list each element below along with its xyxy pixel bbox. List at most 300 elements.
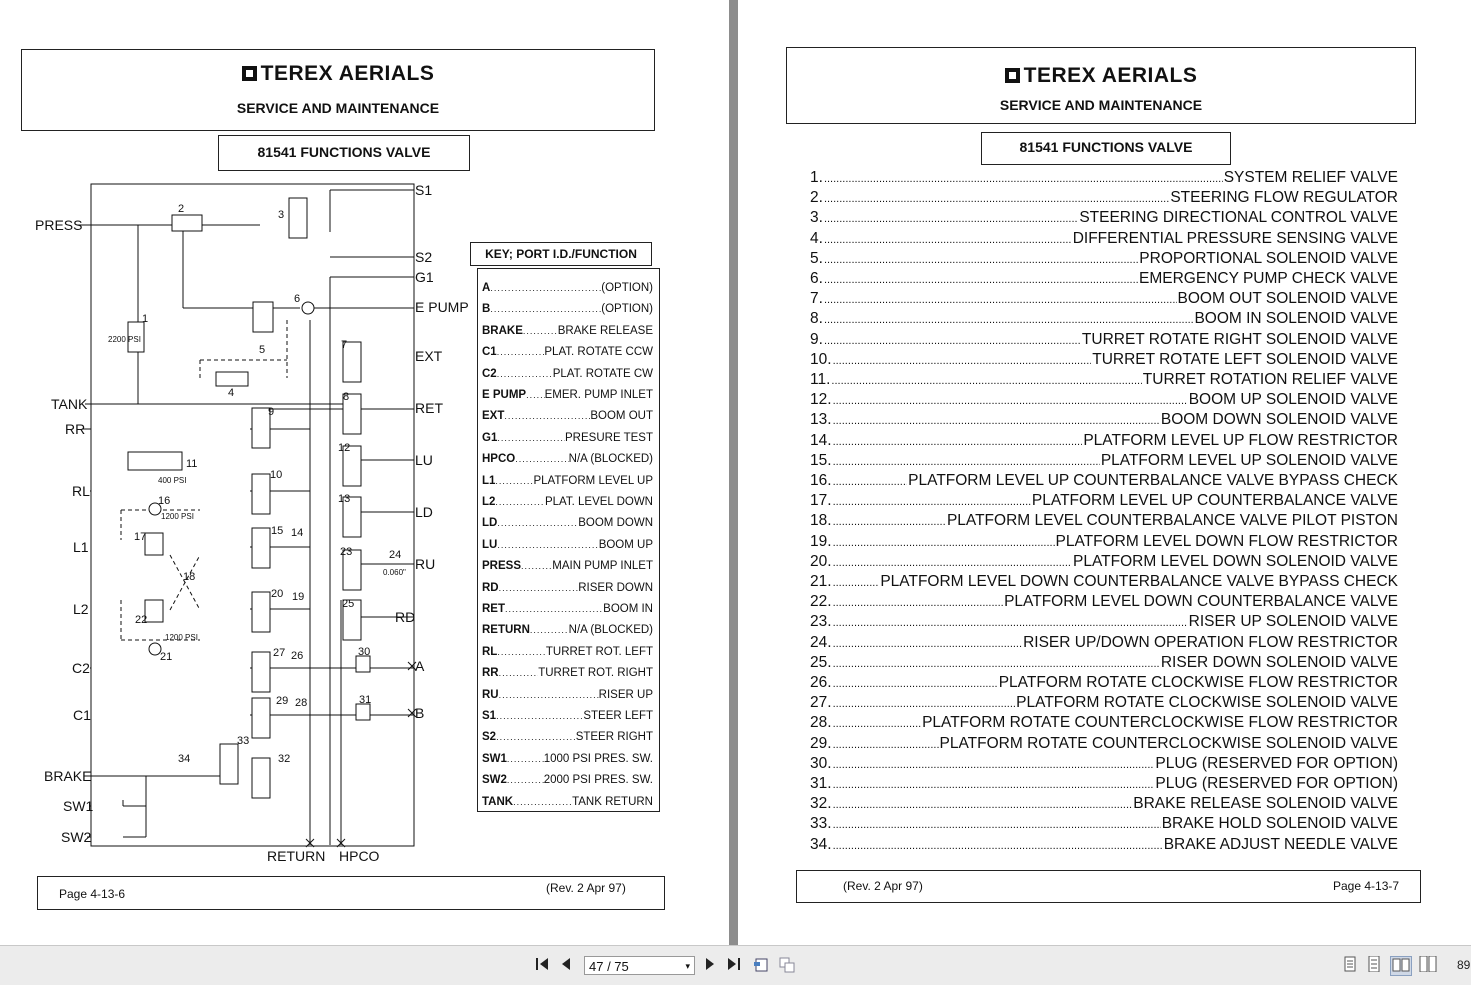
component-number: 1	[142, 313, 149, 325]
key-row	[482, 475, 653, 487]
key-leader-dots	[499, 690, 599, 700]
legend-number: 2.	[810, 189, 823, 207]
legend-leader-dots	[824, 173, 1223, 185]
component-number: 21	[160, 651, 173, 663]
legend-label: BRAKE HOLD SOLENOID VALVE	[1161, 815, 1398, 833]
legend-number: 10.	[810, 350, 832, 368]
component-number: 22	[135, 614, 148, 626]
footer-revision: (Rev. 2 Apr 97)	[546, 881, 626, 895]
footer-page-number: Page 4-13-7	[1333, 879, 1400, 893]
legend-number: 9.	[810, 330, 823, 348]
key-function: (OPTION)	[601, 282, 653, 294]
key-port: SW1	[482, 752, 507, 765]
key-leader-dots	[526, 390, 544, 400]
key-row	[482, 774, 653, 786]
legend-number: 6.	[810, 270, 823, 287]
legend-item	[810, 836, 1398, 856]
legend-item	[810, 512, 1398, 532]
legend-number: 29.	[810, 734, 832, 752]
pressure-note: 2200 PSI	[108, 335, 141, 344]
valve-body	[252, 474, 270, 514]
legend-leader-dots	[833, 496, 1031, 508]
legend-leader-dots	[833, 617, 1188, 629]
legend-number: 31.	[810, 775, 832, 792]
legend-leader-dots	[824, 234, 1072, 246]
key-leader-dots	[495, 476, 533, 486]
legend-number: 28.	[810, 714, 832, 732]
valve-body	[145, 600, 163, 622]
legend-item	[810, 391, 1398, 411]
key-port: S2	[482, 731, 497, 744]
key-row	[482, 710, 653, 722]
legend-label: BOOM DOWN SOLENOID VALVE	[1160, 411, 1398, 429]
port-label-right: RU	[415, 556, 436, 572]
port-label-left: TANK	[51, 396, 88, 412]
key-row	[482, 282, 653, 294]
legend-item	[810, 795, 1398, 815]
legend-label: PLATFORM LEVEL UP COUNTERBALANCE VALVE	[1031, 492, 1398, 510]
key-function: PRESURE TEST	[565, 431, 653, 444]
key-port: HPCO	[482, 453, 516, 466]
key-port: C1	[482, 346, 497, 359]
component-number: 31	[359, 694, 372, 706]
legend-label: BOOM IN SOLENOID VALVE	[1194, 310, 1398, 328]
terex-logo-icon	[1005, 68, 1020, 83]
key-leader-dots	[497, 369, 553, 379]
legend-label: STEERING FLOW REGULATOR	[1170, 189, 1398, 207]
port-label-left: SW1	[63, 798, 94, 814]
key-leader-dots	[497, 647, 546, 657]
component-number: 18	[183, 571, 196, 583]
port-label-bottom: HPCO	[339, 848, 380, 864]
component-number: 4	[228, 387, 235, 399]
legend-leader-dots	[833, 678, 998, 690]
legend-item	[810, 250, 1398, 270]
viewer-toolbar	[0, 945, 1471, 985]
component-number: 27	[273, 647, 286, 659]
legend-number: 32.	[810, 795, 832, 813]
key-leader-dots	[513, 797, 572, 807]
component-number: 30	[358, 646, 371, 658]
legend-item	[810, 553, 1398, 573]
header-subtitle: SERVICE AND MAINTENANCE	[999, 97, 1203, 113]
legend-label: TURRET ROTATE LEFT SOLENOID VALVE	[1092, 350, 1398, 368]
legend-leader-dots	[833, 799, 1133, 811]
port-label-right: A	[415, 658, 425, 674]
legend-label: PLATFORM LEVEL UP SOLENOID VALVE	[1100, 451, 1398, 469]
key-leader-dots	[490, 283, 601, 293]
port-label-left: C2	[72, 660, 90, 676]
legend-item	[810, 533, 1398, 553]
port-label-right: LD	[415, 504, 433, 520]
legend-item	[810, 209, 1398, 229]
first-page-button[interactable]	[533, 956, 551, 976]
valve-body	[128, 452, 182, 470]
legend-label: PLATFORM ROTATE CLOCKWISE FLOW RESTRICTOR	[998, 674, 1398, 691]
key-leader-dots	[496, 732, 576, 742]
continuous-view-button[interactable]	[1366, 956, 1382, 976]
component-number: 24	[389, 549, 402, 561]
valve-body	[289, 198, 307, 238]
single-page-icon	[1343, 956, 1357, 972]
thumbnail-icon	[778, 956, 796, 974]
legend-label: TURRET ROTATE RIGHT SOLENOID VALVE	[1081, 330, 1398, 348]
legend-number: 26.	[810, 674, 832, 691]
legend-label: PLATFORM LEVEL UP FLOW RESTRICTOR	[1083, 431, 1398, 449]
key-port: L2	[482, 496, 496, 508]
component-number: 28	[295, 697, 308, 709]
legend-item	[810, 411, 1398, 431]
key-function: N/A (BLOCKED)	[568, 624, 653, 637]
key-leader-dots	[515, 454, 568, 464]
port-label-right: S2	[415, 249, 433, 265]
port-label-left: L1	[73, 539, 89, 555]
pressure-note: 1200 PSI	[161, 512, 194, 521]
legend-leader-dots	[833, 415, 1160, 427]
brand-title	[787, 64, 1415, 88]
legend-number: 19.	[810, 532, 832, 550]
bookmark-icon	[752, 956, 770, 974]
legend-label: PLATFORM LEVEL UP COUNTERBALANCE VALVE BYPASS CHECK	[908, 472, 1398, 489]
legend-item	[810, 310, 1398, 330]
legend-label: BOOM OUT SOLENOID VALVE	[1177, 290, 1398, 308]
component-number: 23	[340, 546, 353, 558]
port-label-left: SW2	[61, 829, 92, 845]
legend-item	[810, 371, 1398, 391]
last-page-button[interactable]	[725, 956, 743, 976]
legend-label: PLATFORM ROTATE CLOCKWISE SOLENOID VALVE	[1016, 694, 1398, 712]
key-function: PLATFORM LEVEL UP	[533, 474, 653, 487]
two-page-continuous-button[interactable]	[1419, 956, 1437, 976]
next-page-button[interactable]	[702, 956, 718, 976]
key-row	[482, 624, 653, 636]
component-number: 10	[270, 469, 283, 481]
legend-item	[810, 573, 1398, 593]
legend-item	[810, 714, 1398, 734]
key-function: EMER. PUMP INLET	[544, 389, 653, 401]
key-row	[482, 389, 653, 401]
key-row	[482, 368, 653, 380]
key-function: BRAKE RELEASE	[557, 324, 653, 337]
key-function: TURRET ROT. LEFT	[545, 645, 653, 658]
component-number: 9	[268, 406, 275, 418]
valve-body	[252, 592, 270, 632]
legend-number: 13.	[810, 411, 832, 429]
legend-label: PLUG (RESERVED FOR OPTION)	[1155, 754, 1398, 772]
component-number: 19	[292, 591, 305, 603]
key-function: BOOM OUT	[590, 410, 653, 423]
legend-leader-dots	[824, 193, 1169, 205]
legend-leader-dots	[824, 254, 1138, 266]
legend-item	[810, 694, 1398, 714]
page-title: 81541 FUNCTIONS VALVE	[981, 132, 1231, 165]
legend-item	[810, 613, 1398, 633]
key-port: LU	[482, 538, 498, 551]
component-number: 34	[178, 753, 191, 765]
key-row	[482, 646, 653, 658]
legend-label: BRAKE ADJUST NEEDLE VALVE	[1163, 835, 1398, 853]
legend-item	[810, 351, 1398, 371]
key-row	[482, 731, 653, 743]
legend-label: RISER DOWN SOLENOID VALVE	[1160, 653, 1398, 671]
legend-item	[810, 452, 1398, 472]
footer-revision: (Rev. 2 Apr 97)	[843, 879, 923, 893]
legend-number: 18.	[810, 512, 832, 530]
legend-item	[810, 270, 1398, 290]
legend-item	[810, 492, 1398, 512]
valve-body	[253, 302, 273, 332]
key-leader-dots	[523, 326, 558, 336]
key-leader-dots	[507, 775, 544, 785]
key-leader-dots	[490, 304, 601, 314]
key-row	[482, 753, 653, 765]
pressure-note: 400 PSI	[158, 476, 187, 485]
legend-label: PLATFORM LEVEL DOWN FLOW RESTRICTOR	[1055, 532, 1398, 550]
legend-number: 12.	[810, 391, 832, 409]
component-number: 26	[291, 650, 304, 662]
last-page-icon	[726, 956, 742, 972]
key-function: PLAT. ROTATE CCW	[544, 346, 653, 359]
component-number: 3	[278, 209, 285, 221]
key-leader-dots	[505, 604, 603, 614]
two-page-continuous-icon	[1419, 956, 1437, 972]
key-function: BOOM UP	[598, 538, 653, 551]
key-leader-dots	[497, 433, 565, 443]
legend-leader-dots	[833, 840, 1163, 852]
zoom-level[interactable]: 89	[1457, 958, 1471, 972]
legend-number: 5.	[810, 249, 823, 267]
key-function: PLAT. LEVEL DOWN	[544, 496, 653, 508]
legend-number: 25.	[810, 653, 832, 671]
pressure-note: 0.060"	[383, 568, 406, 577]
legend-label: EMERGENCY PUMP CHECK VALVE	[1139, 270, 1398, 287]
legend-leader-dots	[824, 294, 1177, 306]
legend-number: 16.	[810, 472, 832, 489]
legend-item	[810, 230, 1398, 250]
port-label-left: PRESS	[35, 217, 83, 233]
component-number: 29	[276, 695, 289, 707]
thumbnail-button[interactable]	[778, 956, 796, 976]
legend-number: 8.	[810, 310, 823, 328]
key-leader-dots	[497, 347, 545, 357]
legend-leader-dots	[833, 436, 1083, 448]
legend-item	[810, 472, 1398, 492]
legend-item	[810, 755, 1398, 775]
legend-label: SYSTEM RELIEF VALVE	[1223, 169, 1398, 186]
port-label-right: G1	[415, 269, 434, 285]
legend-label: DIFFERENTIAL PRESSURE SENSING VALVE	[1072, 229, 1398, 247]
key-function: TURRET ROT. RIGHT	[538, 667, 653, 680]
legend-number: 3.	[810, 209, 823, 227]
legend-leader-dots	[833, 577, 880, 589]
key-title: KEY; PORT I.D./FUNCTION	[470, 242, 652, 266]
port-label-right: LU	[415, 452, 433, 468]
previous-page-button[interactable]	[558, 956, 574, 976]
legend-leader-dots	[833, 759, 1155, 771]
legend-leader-dots	[833, 658, 1160, 670]
key-leader-dots	[497, 518, 578, 528]
continuous-page-icon	[1367, 956, 1381, 972]
legend-label: PLATFORM LEVEL DOWN SOLENOID VALVE	[1072, 552, 1398, 570]
component-number: 14	[291, 527, 304, 539]
previous-page-icon	[559, 956, 573, 972]
key-row	[482, 667, 653, 679]
left-page	[0, 0, 729, 945]
key-port: RD	[482, 581, 499, 594]
component-number: 16	[158, 495, 171, 507]
valve-body	[172, 215, 202, 231]
valve-body	[220, 744, 238, 784]
page-footer	[796, 870, 1421, 903]
key-function: (OPTION)	[601, 303, 653, 316]
single-page-view-button[interactable]	[1342, 956, 1358, 976]
legend-leader-dots	[824, 274, 1138, 286]
legend-leader-dots	[833, 819, 1161, 831]
legend-label: PLATFORM ROTATE COUNTERCLOCKWISE SOLENOID VALVE	[939, 734, 1398, 752]
legend-label: STEERING DIRECTIONAL CONTROL VALVE	[1079, 209, 1398, 227]
valve-body	[252, 652, 270, 692]
legend-number: 11.	[810, 371, 831, 388]
page-number-input[interactable]	[584, 956, 695, 975]
key-port: PRESS	[482, 560, 521, 573]
legend-label: RISER UP SOLENOID VALVE	[1188, 613, 1398, 631]
header-box	[786, 47, 1416, 124]
page-dropdown-icon[interactable]: ▾	[685, 961, 690, 971]
legend-label: PROPORTIONAL SOLENOID VALVE	[1139, 249, 1398, 267]
valve-body	[252, 528, 270, 568]
key-leader-dots	[496, 711, 583, 721]
legend-leader-dots	[833, 476, 908, 488]
port-label-left: L2	[73, 601, 89, 617]
legend-label: PLATFORM ROTATE COUNTERCLOCKWISE FLOW RESTRICTOR	[922, 714, 1398, 732]
legend-leader-dots	[833, 739, 939, 751]
component-number: 15	[271, 525, 284, 537]
bookmark-button[interactable]	[752, 956, 770, 976]
key-leader-dots	[507, 754, 544, 764]
legend-number: 15.	[810, 451, 832, 469]
legend-item	[810, 735, 1398, 755]
legend-label: PLATFORM LEVEL DOWN COUNTERBALANCE VALVE	[1004, 593, 1398, 611]
key-row	[482, 539, 653, 551]
component-number: 12	[338, 442, 351, 454]
legend-leader-dots	[833, 718, 922, 730]
legend-item	[810, 290, 1398, 310]
legend-label: PLATFORM LEVEL COUNTERBALANCE VALVE PILOT PISTON	[946, 512, 1398, 530]
key-row	[482, 496, 653, 508]
component-number: 7	[341, 339, 348, 351]
port-label-right: E PUMP	[415, 299, 469, 315]
legend-leader-dots	[833, 456, 1100, 468]
key-row	[482, 325, 653, 337]
legend-leader-dots	[824, 213, 1078, 225]
port-label-right: S1	[415, 182, 433, 198]
legend-label: TURRET ROTATION RELIEF VALVE	[1142, 371, 1398, 388]
page-indicator: 47 / 75	[589, 959, 629, 974]
key-leader-dots	[521, 561, 552, 571]
legend-label: PLUG (RESERVED FOR OPTION)	[1155, 775, 1398, 792]
legend-item	[810, 432, 1398, 452]
legend-number: 14.	[810, 431, 832, 449]
key-port: RET	[482, 603, 505, 615]
key-function: 2000 PSI PRES. SW.	[543, 774, 653, 787]
next-page-icon	[703, 956, 717, 972]
component-number: 20	[271, 588, 284, 600]
key-function: RISER UP	[598, 688, 653, 701]
legend-leader-dots	[833, 779, 1155, 791]
page-title: 81541 FUNCTIONS VALVE	[218, 135, 470, 171]
key-port: RL	[482, 645, 498, 658]
key-row	[482, 432, 653, 444]
legend-number: 33.	[810, 815, 832, 833]
component-number: 13	[338, 493, 351, 505]
key-function: RISER DOWN	[578, 581, 653, 594]
port-label-right: B	[415, 705, 425, 721]
key-function: N/A (BLOCKED)	[568, 453, 653, 466]
check-valve	[302, 302, 314, 314]
legend-number: 30.	[810, 754, 832, 772]
key-port: RR	[482, 667, 499, 680]
legend-number: 34.	[810, 835, 832, 853]
legend-number: 23.	[810, 613, 832, 631]
legend-label: BOOM UP SOLENOID VALVE	[1188, 391, 1398, 409]
key-port: RETURN	[482, 624, 530, 637]
port-label-bottom: RETURN	[267, 848, 326, 864]
legend-number: 22.	[810, 593, 832, 611]
legend-number: 4.	[810, 229, 823, 247]
legend-item	[810, 654, 1398, 674]
legend-number: 20.	[810, 552, 832, 570]
legend-item	[810, 674, 1398, 694]
key-function: PLAT. ROTATE CW	[552, 367, 653, 380]
legend-item	[810, 169, 1398, 189]
key-function: STEER RIGHT	[575, 731, 653, 744]
legend-leader-dots	[833, 698, 1016, 710]
component-number: 6	[294, 293, 301, 305]
port-label-left: C1	[73, 707, 91, 723]
port-label-left: RL	[72, 483, 90, 499]
key-port: E PUMP	[482, 389, 527, 401]
key-port: G1	[482, 431, 498, 444]
key-port: BRAKE	[482, 324, 523, 337]
key-port: TANK	[482, 795, 514, 808]
key-port: B	[482, 303, 491, 316]
key-port: A	[482, 282, 491, 294]
key-port: C2	[482, 367, 497, 380]
legend-item	[810, 815, 1398, 835]
brand-text: TEREX AERIALS	[260, 62, 435, 85]
key-row	[482, 560, 653, 572]
key-leader-dots	[499, 583, 579, 593]
legend-label: RISER UP/DOWN OPERATION FLOW RESTRICTOR	[1023, 633, 1398, 651]
port-label-right: RD	[395, 609, 416, 625]
key-port: RU	[482, 688, 499, 701]
valve-body	[356, 704, 370, 720]
component-number: 33	[237, 735, 250, 747]
port-label-right: RET	[415, 400, 443, 416]
legend-number: 17.	[810, 492, 832, 510]
key-row	[482, 689, 653, 701]
legend-leader-dots	[833, 537, 1055, 549]
component-number: 17	[134, 531, 147, 543]
page-gutter	[729, 0, 738, 945]
legend-leader-dots	[833, 638, 1023, 650]
header-subtitle: SERVICE AND MAINTENANCE	[236, 100, 440, 116]
legend-item	[810, 331, 1398, 351]
key-leader-dots	[499, 668, 539, 678]
key-leader-dots	[495, 497, 545, 507]
two-page-view-button[interactable]	[1390, 956, 1412, 976]
legend-number: 7.	[810, 290, 823, 308]
